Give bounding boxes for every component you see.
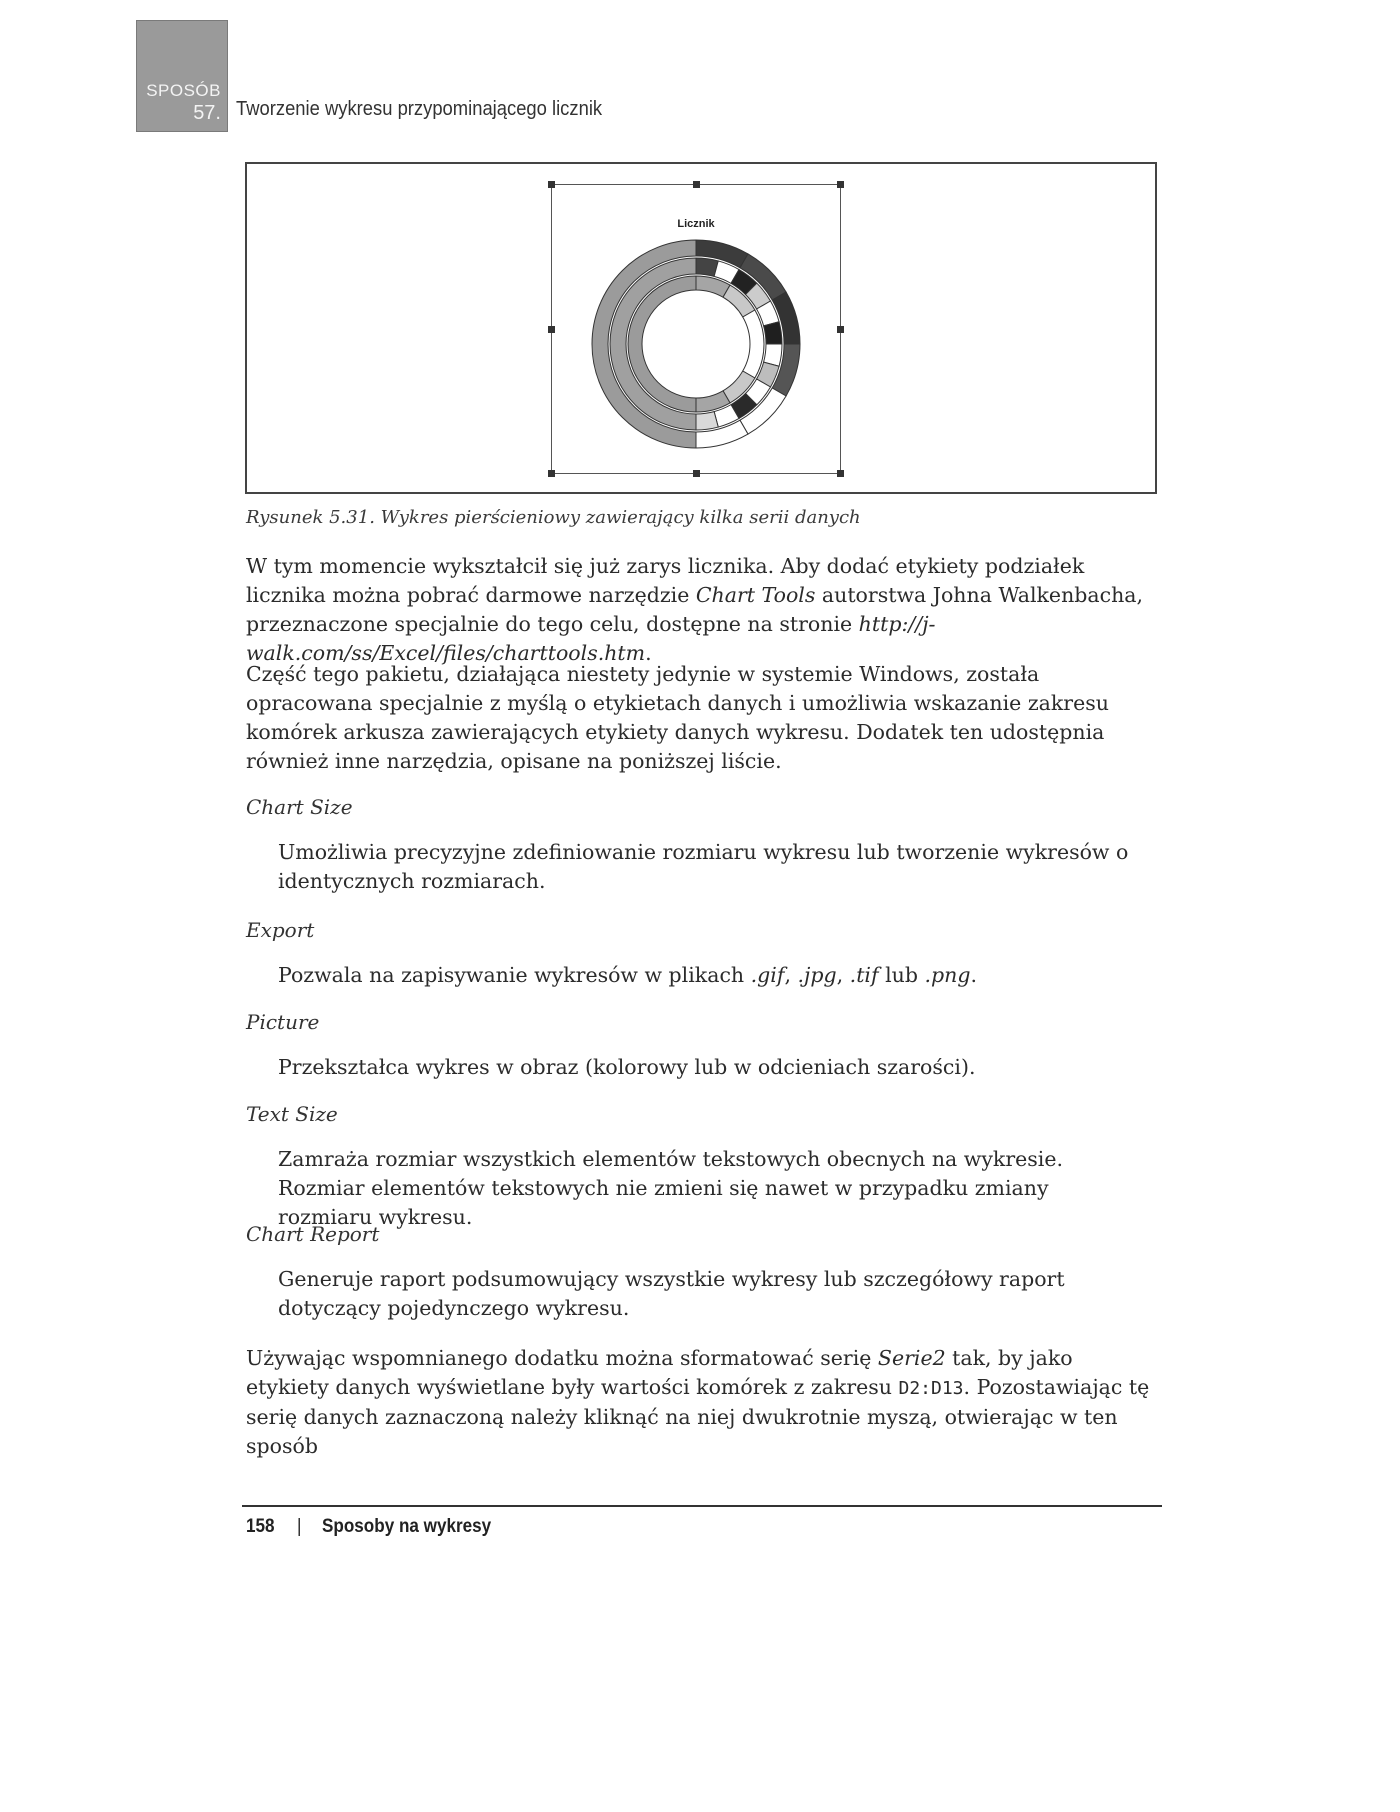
term-chart-size: Chart Size	[246, 795, 353, 819]
desc-chart-report: Generuje raport podsumowujący wszystkie wykresy lub szczegółowy raport dotyczący pojedynczego wykresu.	[278, 1267, 1065, 1320]
paragraph-2: Część tego pakietu, działająca niestety jedynie w systemie Windows, została opracowana specjalnie z myślą o etykietach danych i umożliwia wskazanie zakresu komórek arkusza zawierających etykiety danych wykresu. Dodatek ten udostępnia również inne narzędzia, opisane na poniższej liście.	[246, 662, 1109, 773]
chart-title: Licznik	[677, 218, 715, 230]
doughnut-chart	[552, 185, 840, 473]
p1-text-c: autorstwa Johna Walkenbacha, przeznaczone specjalnie do tego celu, dostępne na stronie	[246, 583, 1144, 636]
running-header-title: Tworzenie wykresu przypominającego licznik	[236, 98, 603, 120]
badge-keyword: SPOSÓB	[146, 81, 221, 100]
footer-rule	[242, 1505, 1162, 1507]
desc-picture: Przekształca wykres w obraz (kolorowy lub w odcieniach szarości).	[278, 1055, 976, 1079]
desc-export	[278, 961, 1138, 990]
p1-chart-tools: Chart Tools	[695, 583, 816, 607]
term-chart-report: Chart Report	[246, 1222, 380, 1246]
p3-text-a: Używając wspomnianego dodatku można sformatować serię	[246, 1346, 878, 1370]
term-export: Export	[246, 918, 315, 942]
figure-frame	[245, 162, 1157, 494]
chapter-badge	[136, 20, 228, 132]
ring-2-segment-6	[764, 322, 782, 344]
book-title: Sposoby na wykresy	[322, 1516, 492, 1537]
p3-series-name: Serie2	[877, 1346, 946, 1370]
chart-area[interactable]	[551, 184, 841, 474]
p1-text-a: W tym momencie wykształcił się już zarys licznika. Aby dodać etykiety podziałek licznika można pobrać darmowe narzędzie	[246, 554, 1085, 607]
page-number: 158	[246, 1516, 275, 1537]
p1-text-e: .	[645, 641, 652, 665]
ring-3-segment-3	[743, 310, 764, 378]
ext-png: .png	[924, 963, 971, 987]
ext-sep-1: ,	[784, 963, 798, 987]
p3-text-c: tak, by jako etykiety danych wyświetlane były wartości komórek z zakresu	[246, 1346, 1073, 1399]
ring-2-segment-12	[696, 412, 718, 430]
p3-cell-range: D2:D13	[898, 1378, 964, 1399]
footer-separator: |	[297, 1516, 302, 1537]
ext-sep-2: ,	[836, 963, 850, 987]
badge-number: 57.	[193, 102, 221, 124]
ext-sep-3: lub	[878, 963, 925, 987]
ext-jpg: .jpg	[797, 963, 837, 987]
term-text-size: Text Size	[246, 1102, 338, 1126]
desc-chart-size: Umożliwia precyzyjne zdefiniowanie rozmiaru wykresu lub tworzenie wykresów o identycznych rozmiarach.	[278, 840, 1129, 893]
paragraph-3	[246, 1344, 1162, 1461]
paragraph-1	[246, 552, 1162, 668]
ext-gif: .gif	[750, 963, 785, 987]
desc-text-size: Zamraża rozmiar wszystkich elementów tekstowych obecnych na wykresie. Rozmiar elementów tekstowych nie zmieni się nawet w przypadku zmiany rozmiaru wykresu.	[278, 1147, 1063, 1229]
export-desc-end: .	[970, 963, 977, 987]
p1-url-link[interactable]: http://j-walk.com/ss/Excel/files/charttools.htm	[246, 612, 936, 665]
figure-caption: Rysunek 5.31. Wykres pierścieniowy zawierający kilka serii danych	[246, 507, 861, 528]
export-desc-text: Pozwala na zapisywanie wykresów w plikach	[278, 963, 751, 987]
p3-text-e: . Pozostawiając tę serię danych zaznaczoną należy kliknąć na niej dwukrotnie myszą, otwierając w ten sposób	[246, 1375, 1150, 1458]
ext-tif: .tif	[849, 963, 879, 987]
term-picture: Picture	[246, 1010, 320, 1034]
